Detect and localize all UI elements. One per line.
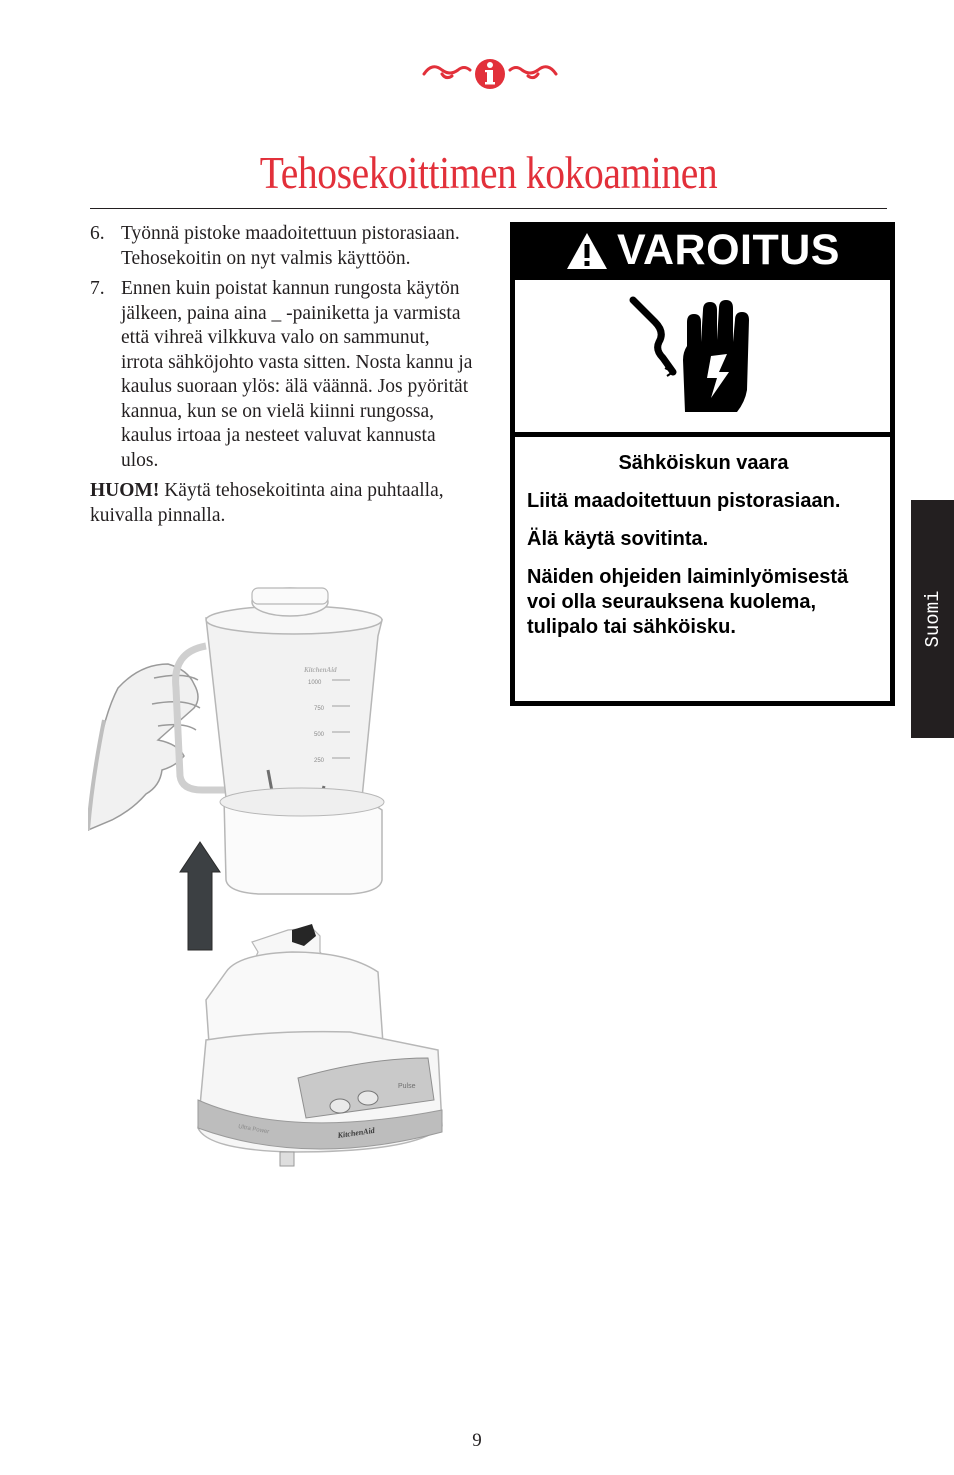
pulse-label: Pulse [398, 1083, 416, 1090]
step-number: 6. [90, 223, 105, 244]
language-tab [911, 500, 954, 738]
page-title: Tehosekoittimen kokoaminen [259, 147, 718, 198]
note [90, 479, 475, 528]
step-text: Ennen kuin poistat kannun rungosta käytön jälkeen, paina aina _ -painiketta ja varmista että vihreä vilkkuva valo on sammunut, irrota sähköjohto vasta sitten. Nosta kannu ja kaulus suoraan ylös: älä väännä. Jos pyörität kannua, kun se on vielä kiinni rungossa, kaulus irtoaa ja nesteet valuvat kannusta ulos. [121, 278, 473, 471]
hazard-title: Sähköiskun vaara [618, 452, 789, 474]
instructions [90, 222, 475, 528]
warning-text [515, 437, 890, 701]
warning-line: Liitä maadoitettuun pistorasiaan. [527, 490, 841, 512]
base-label: Ultra Power [237, 1124, 270, 1136]
note-label: HUOM! [90, 480, 160, 501]
jar-brand: KitchenAid [304, 666, 337, 674]
warning-line: Älä käytä sovitinta. [527, 528, 709, 550]
warning-line: Näiden ohjeiden laiminlyömisestä voi olla seurauksena kuolema, tulipalo tai sähköisku. [527, 566, 849, 638]
title-rule [90, 208, 887, 209]
warning-header [510, 222, 895, 279]
step-text: Työnnä pistoke maadoitettuun pistorasiaan. Tehosekoitin on nyt valmis käyttöön. [121, 223, 460, 269]
warning-heading: VAROITUS [617, 226, 840, 274]
step-6 [90, 222, 475, 271]
electric-shock-hand-icon [515, 280, 890, 432]
jar-mark: 500 [314, 732, 325, 738]
lift-arrow-icon [180, 842, 220, 950]
warning-pictogram [515, 280, 890, 432]
language-label: Suomi [921, 590, 944, 648]
warning-box [510, 222, 895, 706]
jar-mark: 1000 [308, 680, 322, 686]
hand-illustration [88, 664, 200, 830]
step-7 [90, 277, 475, 473]
jar-mark: 750 [314, 706, 325, 712]
info-ornament-icon [420, 56, 560, 92]
jar-mark: 250 [314, 758, 325, 764]
page-number: 9 [472, 1430, 482, 1451]
warning-triangle-icon [565, 231, 609, 271]
base-brand: KitchenAid [337, 1125, 376, 1140]
blender-jar [206, 588, 384, 894]
step-number: 7. [90, 278, 105, 299]
blender-assembly-illustration [88, 580, 488, 1180]
note-text: Käytä tehosekoitinta aina puhtaalla, kuivalla pinnalla. [90, 480, 444, 526]
blender-base [198, 924, 442, 1166]
